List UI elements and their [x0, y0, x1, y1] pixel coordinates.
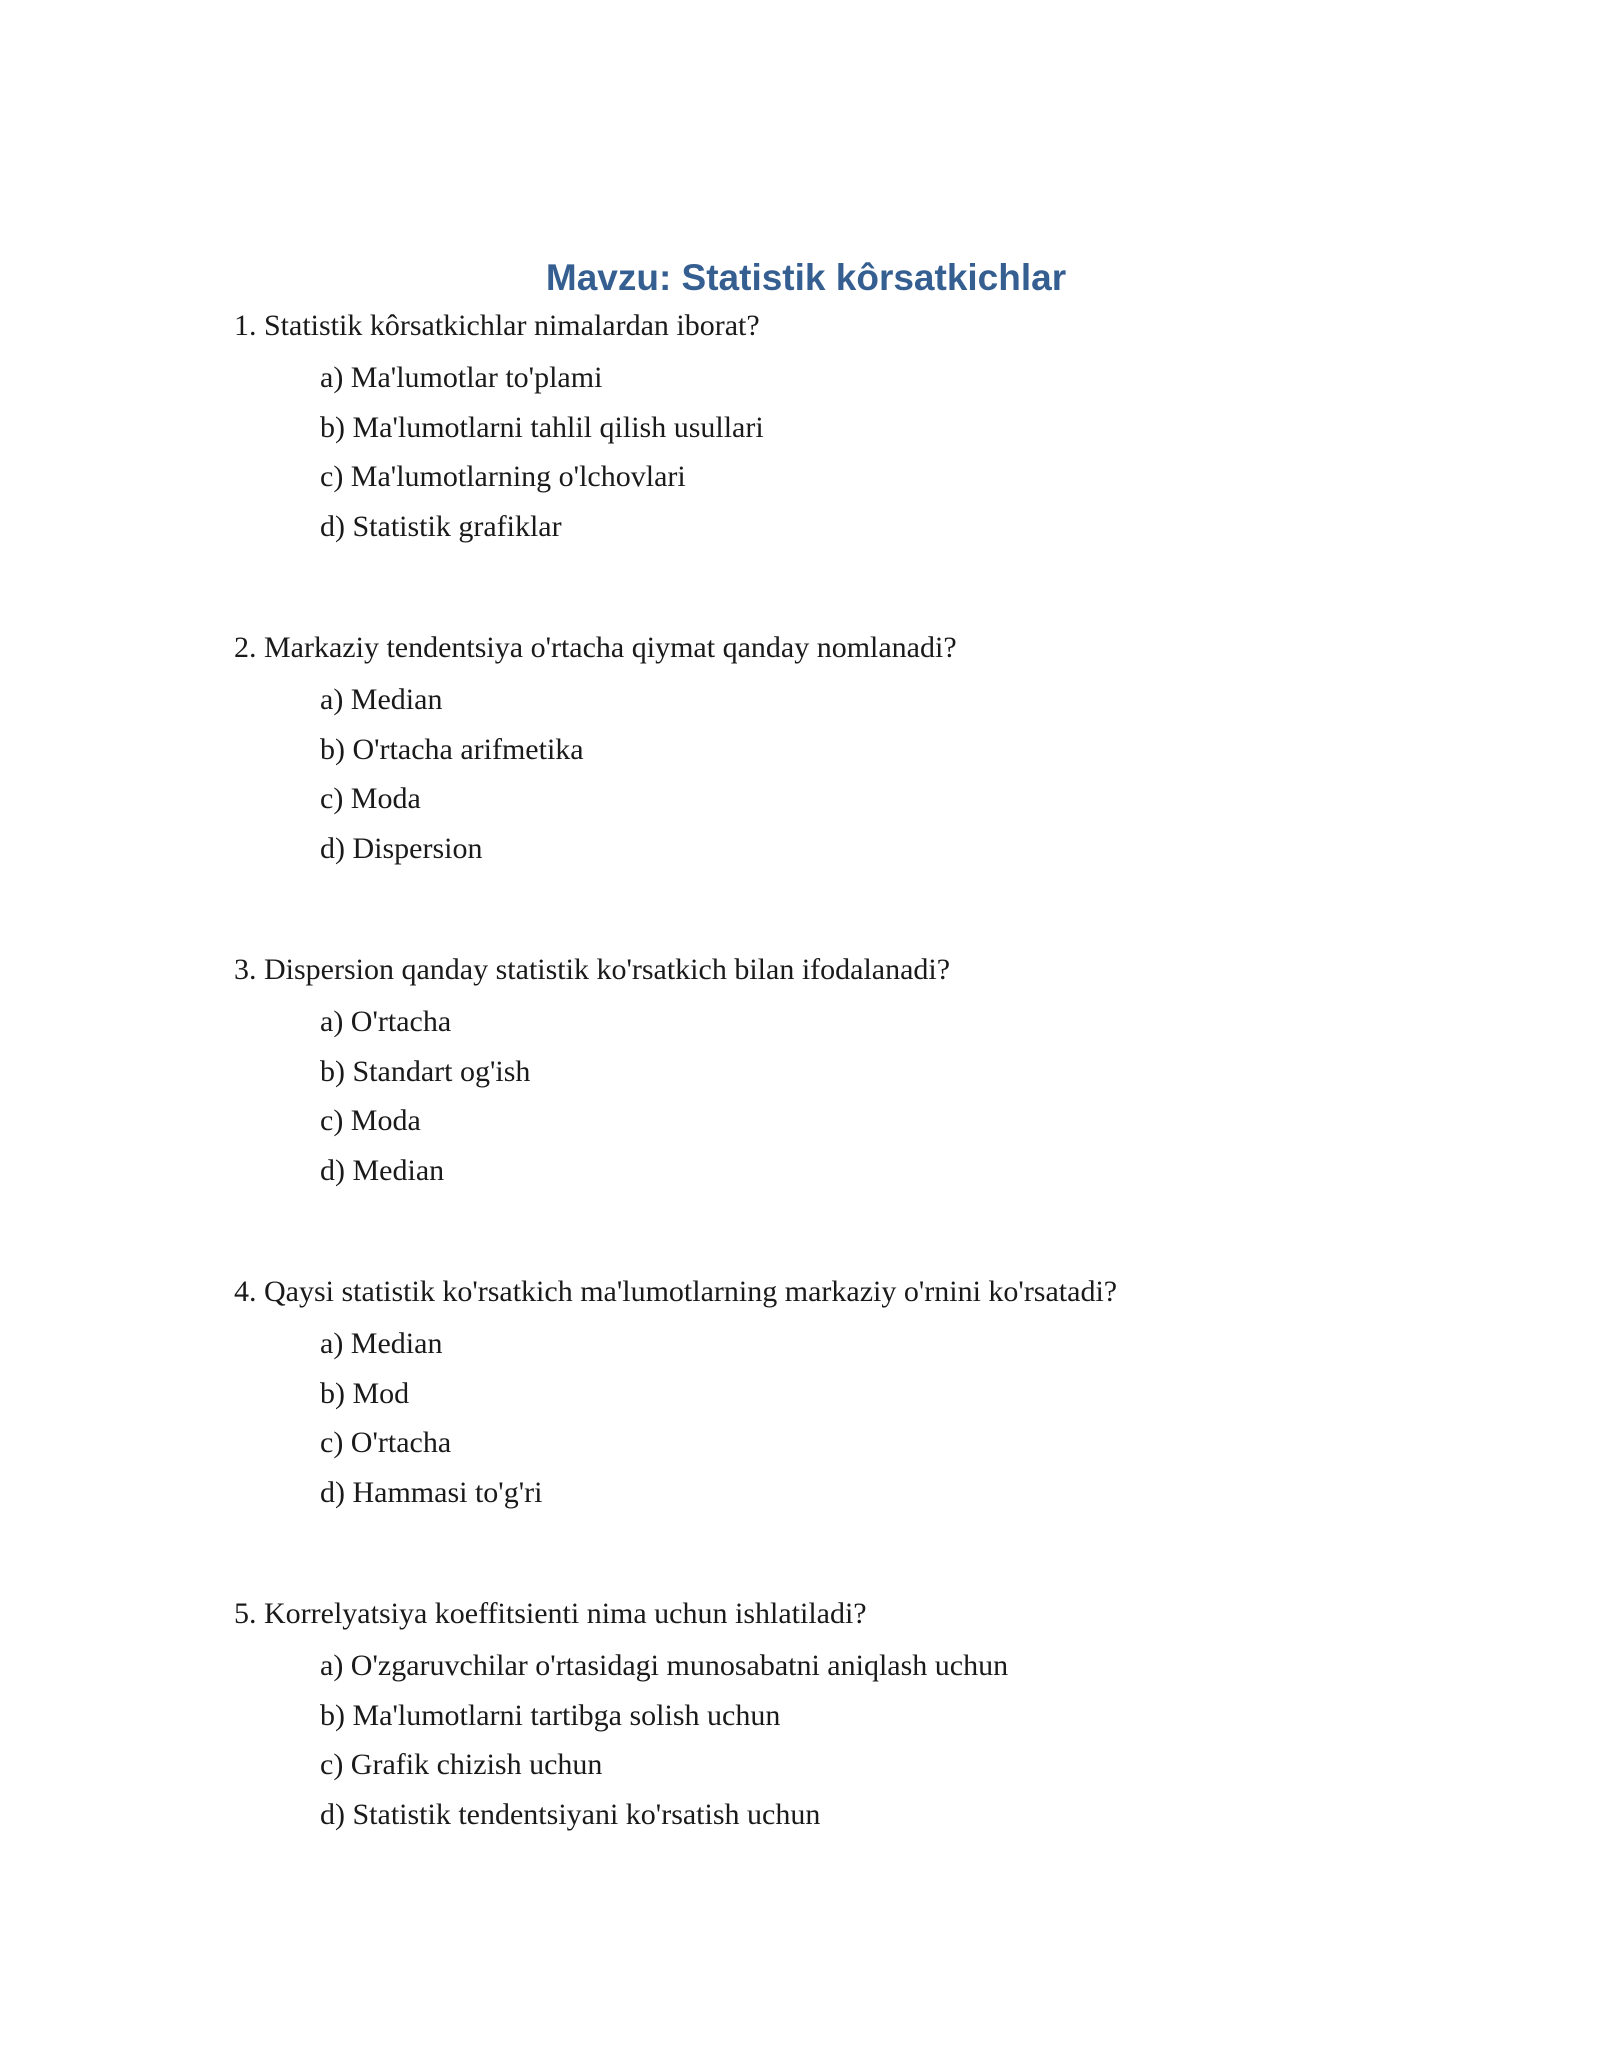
answer-options [234, 997, 1474, 1195]
question-item [234, 306, 1474, 628]
answer-option: a) O'rtacha [320, 1005, 452, 1038]
answer-option: c) Ma'lumotlarning o'lchovlari [320, 460, 686, 493]
question-text: 5. Korrelyatsiya koeffitsienti nima uchun ishlatiladi? [234, 1597, 867, 1630]
answer-option: d) Hammasi to'g'ri [320, 1475, 543, 1509]
answer-option: d) Dispersion [320, 831, 483, 865]
answer-options [234, 1319, 1474, 1517]
question-text: 2. Markaziy tendentsiya o'rtacha qiymat qanday nomlanadi? [234, 631, 957, 664]
answer-option: c) Moda [320, 782, 421, 815]
answer-options [234, 1641, 1474, 1839]
answer-option: a) Ma'lumotlar to'plami [320, 361, 603, 394]
question-text: 1. Statistik kôrsatkichlar nimalardan iborat? [234, 309, 760, 342]
question-text: 3. Dispersion qanday statistik ko'rsatkich bilan ifodalanadi? [234, 953, 951, 986]
answer-option: b) O'rtacha arifmetika [320, 732, 584, 766]
answer-option: a) Median [320, 683, 443, 716]
answer-option: b) Mod [320, 1376, 410, 1410]
answer-option: a) O'zgaruvchilar o'rtasidagi munosabatni aniqlash uchun [320, 1649, 1009, 1682]
answer-option: d) Statistik tendentsiyani ko'rsatish uchun [320, 1797, 821, 1831]
answer-option: a) Median [320, 1327, 443, 1360]
question-item [234, 628, 1474, 950]
question-item [234, 1272, 1474, 1594]
question-list [234, 306, 1474, 1916]
page-title: Mavzu: Statistik kôrsatkichlar [545, 257, 1067, 298]
answer-option: d) Statistik grafiklar [320, 509, 562, 543]
question-item [234, 950, 1474, 1272]
answer-option: b) Standart og'ish [320, 1054, 531, 1088]
answer-option: b) Ma'lumotlarni tartibga solish uchun [320, 1698, 781, 1732]
answer-options [234, 675, 1474, 873]
question-text: 4. Qaysi statistik ko'rsatkich ma'lumotlarning markaziy o'rnini ko'rsatadi? [234, 1275, 1118, 1308]
answer-option: d) Median [320, 1153, 445, 1187]
question-item [234, 1594, 1474, 1916]
answer-option: c) Moda [320, 1104, 421, 1137]
answer-option: b) Ma'lumotlarni tahlil qilish usullari [320, 410, 764, 444]
answer-option: c) Grafik chizish uchun [320, 1748, 603, 1781]
answer-option: c) O'rtacha [320, 1426, 452, 1459]
answer-options [234, 353, 1474, 551]
